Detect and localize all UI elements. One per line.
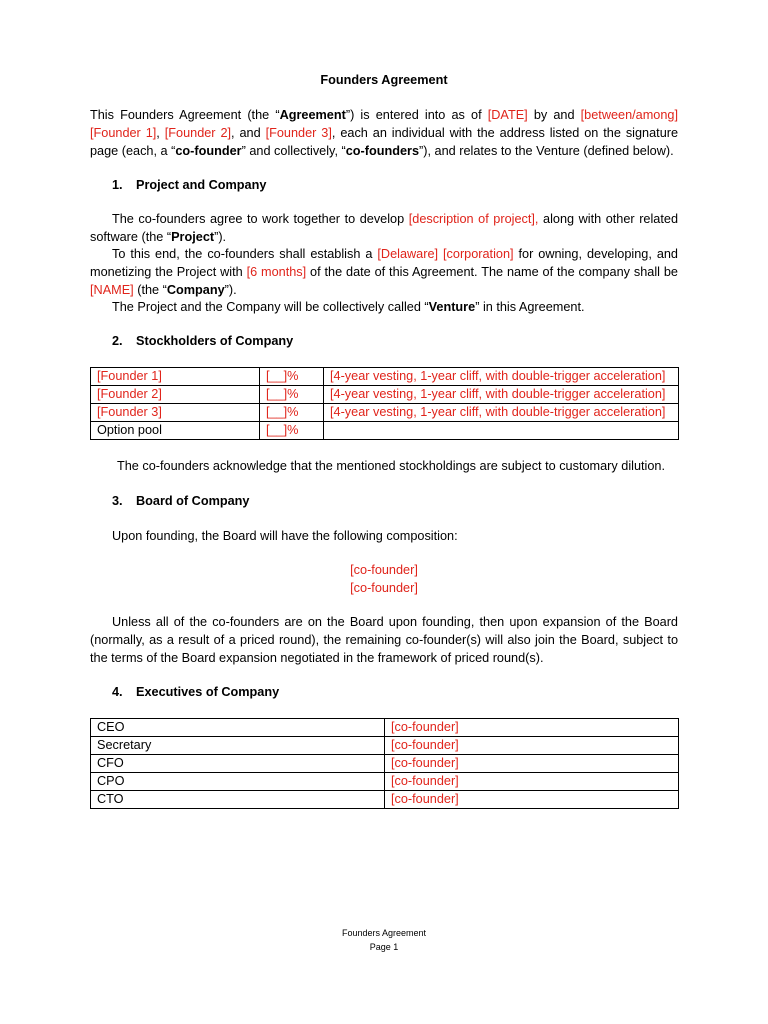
- stockholders-table: [90, 367, 679, 440]
- vesting-cell: [4-year vesting, 1-year cliff, with double-trigger acceleration]: [324, 404, 679, 422]
- section-3-heading: 3. Board of Company: [112, 494, 250, 508]
- percentage-cell: [__]%: [260, 386, 324, 404]
- executives-table: [90, 718, 679, 809]
- stockholder-cell: [Founder 1]: [91, 368, 260, 386]
- board-member: [co-founder]: [350, 563, 418, 577]
- board-expansion-paragraph: Unless all of the co-founders are on the Board upon founding, then upon expansion of the Board (normally, as a result of a priced round), the remaining co-founder(s) will also join the Board, subject to the terms of the Board expansion negotiated in the framework of priced round(s).: [90, 615, 678, 665]
- section-2-heading: 2. Stockholders of Company: [112, 334, 294, 348]
- table-row: [91, 773, 679, 791]
- table-row: [91, 422, 679, 440]
- percentage-cell: [__]%: [260, 368, 324, 386]
- section-1-paragraph-3: The Project and the Company will be collectively called “Venture” in this Agreement.: [112, 300, 585, 314]
- footer-page-number: Page 1: [369, 942, 399, 952]
- project-description-placeholder: [description of project],: [408, 212, 539, 226]
- table-row: [91, 719, 679, 737]
- table-row: [91, 791, 679, 809]
- stockholder-cell: [Founder 2]: [91, 386, 260, 404]
- vesting-cell: [324, 422, 679, 440]
- role-cell: CEO: [91, 719, 385, 737]
- table-row: [91, 386, 679, 404]
- section-1-paragraph-1: The co-founders agree to work together to develop [description of project], along with other related software (the “Project”).: [90, 212, 679, 244]
- table-row: [91, 755, 679, 773]
- vesting-cell: [4-year vesting, 1-year cliff, with double-trigger acceleration]: [324, 368, 679, 386]
- document-title: Founders Agreement: [320, 73, 448, 87]
- stockholder-cell: Option pool: [91, 422, 260, 440]
- intro-paragraph: This Founders Agreement (the “Agreement”) is entered into as of [DATE] by and [between/among] [Founder 1], [Founder 2], and [Founder 3], each an individual with the address listed on the signature page (each, a “co-founder” and collectively, “co-founders”), and relates to the Venture (defined below).: [90, 108, 679, 158]
- board-intro: Upon founding, the Board will have the following composition:: [112, 529, 458, 543]
- company-name-placeholder: [NAME]: [90, 283, 134, 297]
- table-row: [91, 737, 679, 755]
- date-placeholder: [DATE]: [487, 108, 528, 122]
- holder-cell: [co-founder]: [385, 791, 679, 809]
- section-4-heading: 4. Executives of Company: [112, 685, 280, 699]
- percentage-cell: [__]%: [260, 404, 324, 422]
- role-cell: CTO: [91, 791, 385, 809]
- entity-placeholder: [corporation]: [443, 247, 514, 261]
- holder-cell: [co-founder]: [385, 755, 679, 773]
- role-cell: CPO: [91, 773, 385, 791]
- table-row: [91, 368, 679, 386]
- dilution-note: The co-founders acknowledge that the mentioned stockholdings are subject to customary dilution.: [117, 459, 665, 473]
- founder-1-placeholder: [Founder 1]: [90, 126, 157, 140]
- table-row: [91, 404, 679, 422]
- footer-title: Founders Agreement: [341, 928, 427, 938]
- vesting-cell: [4-year vesting, 1-year cliff, with double-trigger acceleration]: [324, 386, 679, 404]
- role-cell: CFO: [91, 755, 385, 773]
- holder-cell: [co-founder]: [385, 737, 679, 755]
- holder-cell: [co-founder]: [385, 773, 679, 791]
- role-cell: Secretary: [91, 737, 385, 755]
- holder-cell: [co-founder]: [385, 719, 679, 737]
- months-placeholder: [6 months]: [246, 265, 307, 279]
- between-placeholder: [between/among]: [580, 108, 678, 122]
- founder-2-placeholder: [Founder 2]: [164, 126, 232, 140]
- board-member: [co-founder]: [350, 581, 418, 595]
- stockholder-cell: [Founder 3]: [91, 404, 260, 422]
- state-placeholder: [Delaware]: [377, 247, 439, 261]
- percentage-cell: [__]%: [260, 422, 324, 440]
- section-1-heading: 1. Project and Company: [112, 178, 267, 192]
- founder-3-placeholder: [Founder 3]: [265, 126, 332, 140]
- section-1-paragraph-2: To this end, the co-founders shall establish a [Delaware] [corporation] for owning, developing, and monetizing the Project with [6 months] of the date of this Agreement. The name of the company shall be [NAME] (the “Company”).: [90, 247, 678, 297]
